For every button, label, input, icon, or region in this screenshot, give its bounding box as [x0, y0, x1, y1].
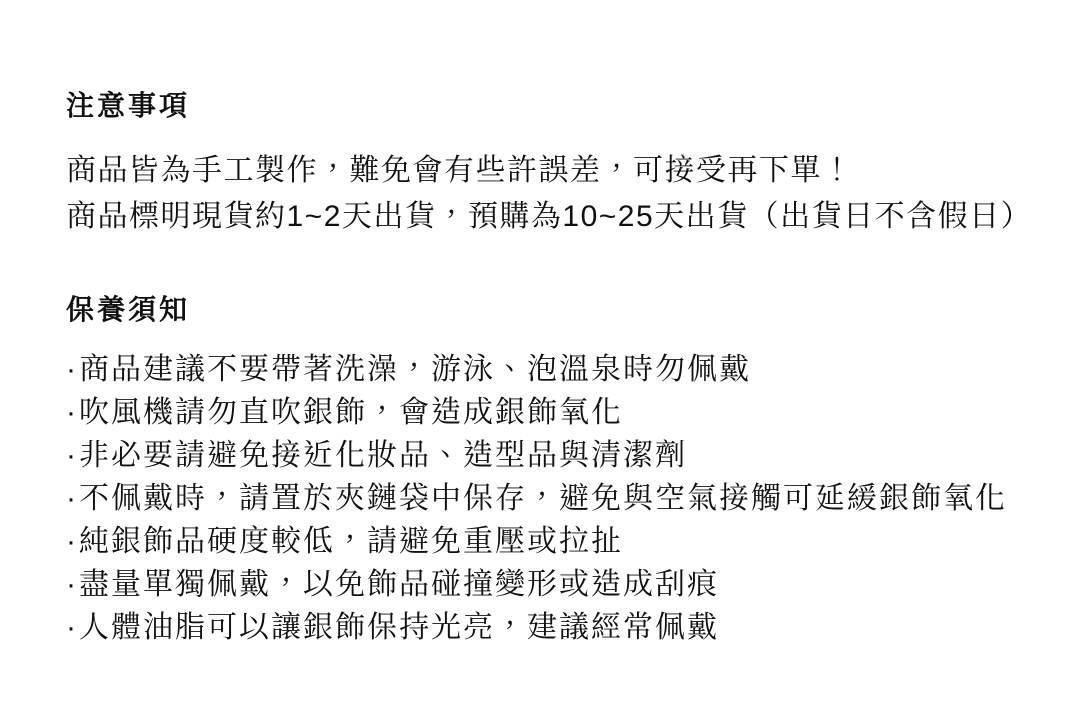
care-item [66, 477, 1040, 520]
care-item [66, 520, 1040, 563]
care-item-text: 人體油脂可以讓銀飾保持光亮，建議經常佩戴 [79, 611, 719, 644]
care-item-text: 純銀飾品硬度較低，請避免重壓或拉扯 [79, 525, 623, 558]
care-title: 保養須知 [66, 294, 191, 325]
care-item [66, 348, 1040, 391]
notice-paragraph [66, 148, 1040, 240]
notice-line-1: 商品皆為手工製作，難免會有些許誤差，可接受再下單！ [66, 154, 854, 187]
bullet-dot: · [66, 611, 76, 644]
care-item [66, 434, 1040, 477]
care-list [66, 348, 1040, 649]
care-section [66, 296, 1040, 649]
bullet-dot: · [66, 482, 76, 515]
bullet-dot: · [66, 353, 76, 386]
care-item [66, 391, 1040, 434]
care-item-text: 非必要請避免接近化妝品、造型品與清潔劑 [79, 439, 687, 472]
bullet-dot: · [66, 568, 76, 601]
notice-line-2: 商品標明現貨約1~2天出貨，預購為10~25天出貨（出貨日不含假日） [66, 200, 1033, 233]
bullet-dot: · [66, 525, 76, 558]
care-item-text: 盡量單獨佩戴，以免飾品碰撞變形或造成刮痕 [79, 568, 719, 601]
care-item-text: 商品建議不要帶著洗澡，游泳、泡溫泉時勿佩戴 [79, 353, 751, 386]
care-item-text: 吹風機請勿直吹銀飾，會造成銀飾氧化 [79, 396, 623, 429]
care-item [66, 606, 1040, 649]
notice-section [66, 92, 1040, 240]
notice-title: 注意事項 [66, 90, 191, 121]
care-item-text: 不佩戴時，請置於夾鏈袋中保存，避免與空氣接觸可延緩銀飾氧化 [79, 482, 1007, 515]
bullet-dot: · [66, 439, 76, 472]
bullet-dot: · [66, 396, 76, 429]
care-item [66, 563, 1040, 606]
